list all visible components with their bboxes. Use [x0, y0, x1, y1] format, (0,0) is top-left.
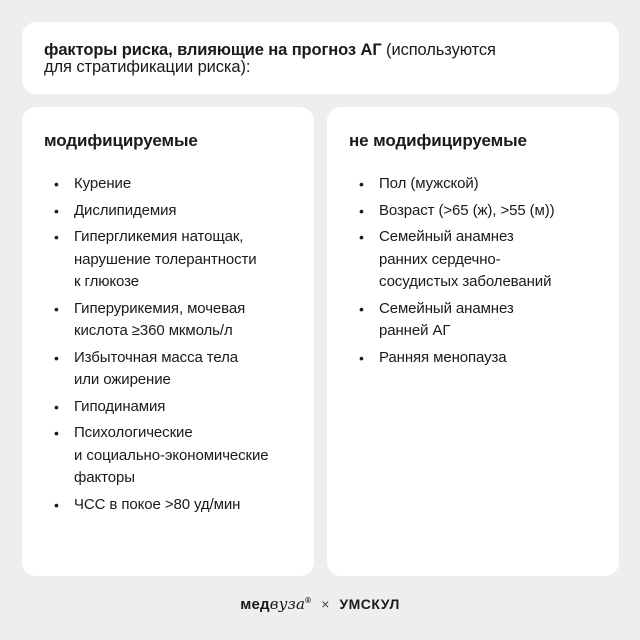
- modifiable-factors-title: модифицируемые: [44, 131, 198, 150]
- list-item: [44, 422, 314, 490]
- header-card: [22, 22, 619, 94]
- list-item: [44, 200, 314, 223]
- header-normal-text: (используются для стратификации риска):: [44, 41, 496, 76]
- list-item: [44, 494, 314, 517]
- header-text: [44, 41, 496, 76]
- list-item-text: Семейный анамнез ранней АГ: [379, 299, 514, 339]
- list-item: [44, 173, 314, 196]
- bullet-icon: •: [54, 229, 59, 245]
- medvuza-logo-suffix: вуза: [269, 595, 306, 613]
- umskul-logo: УМСКУЛ: [339, 596, 400, 612]
- bullet-icon: •: [54, 425, 59, 441]
- list-item: [44, 226, 314, 294]
- bullet-icon: •: [54, 349, 59, 366]
- bullet-icon: •: [359, 300, 364, 317]
- cross-icon: ×: [321, 596, 330, 612]
- list-item-text: Избыточная масса тела или ожирение: [74, 348, 239, 388]
- list-item-text: Курение: [74, 175, 132, 192]
- non-modifiable-factors-list: [349, 173, 619, 369]
- bullet-icon: •: [359, 176, 364, 192]
- list-item-text: Гиперурикемия, мочевая кислота ≥360 мкмоль/л: [74, 299, 246, 339]
- header-bold-text: факторы риска, влияющие на прогноз АГ: [44, 41, 382, 59]
- list-item-text: Пол (мужской): [379, 175, 479, 192]
- list-item-text: Психологические и социально-экономические факторы: [74, 424, 269, 486]
- non-modifiable-factors-card: [327, 107, 619, 576]
- non-modifiable-factors-title: не модифицируемые: [349, 131, 527, 150]
- registered-mark: ®: [305, 596, 312, 605]
- list-item: [44, 347, 314, 392]
- modifiable-factors-list: [44, 173, 314, 516]
- list-item: [44, 396, 314, 419]
- list-item-text: Гиподинамия: [74, 397, 166, 415]
- list-item-text: Ранняя менопауза: [379, 348, 507, 366]
- bullet-icon: •: [359, 349, 364, 366]
- list-item-text: ЧСС в покое >80 уд/мин: [74, 495, 241, 513]
- bullet-icon: •: [54, 300, 59, 317]
- list-item: [349, 173, 619, 196]
- bullet-icon: •: [359, 229, 364, 245]
- bullet-icon: •: [54, 398, 59, 415]
- bullet-icon: •: [359, 202, 364, 219]
- list-item: [349, 226, 619, 294]
- bullet-icon: •: [54, 496, 59, 513]
- list-item-text: Семейный анамнез ранних сердечно- сосудистых заболеваний: [379, 228, 552, 290]
- footer: [0, 592, 640, 616]
- list-item-text: Гипергликемия натощак, нарушение толерантности к глюкозе: [74, 228, 257, 290]
- list-item-text: Возраст (>65 (ж), >55 (м)): [379, 201, 555, 219]
- bullet-icon: •: [54, 176, 59, 192]
- list-item: [349, 347, 619, 370]
- list-item-text: Дислипидемия: [74, 201, 177, 219]
- list-item: [349, 200, 619, 223]
- modifiable-factors-card: [22, 107, 314, 576]
- list-item: [349, 298, 619, 343]
- medvuza-logo-prefix: мед: [240, 596, 270, 613]
- medvuza-logo: [240, 595, 311, 613]
- bullet-icon: •: [54, 202, 59, 219]
- list-item: [44, 298, 314, 343]
